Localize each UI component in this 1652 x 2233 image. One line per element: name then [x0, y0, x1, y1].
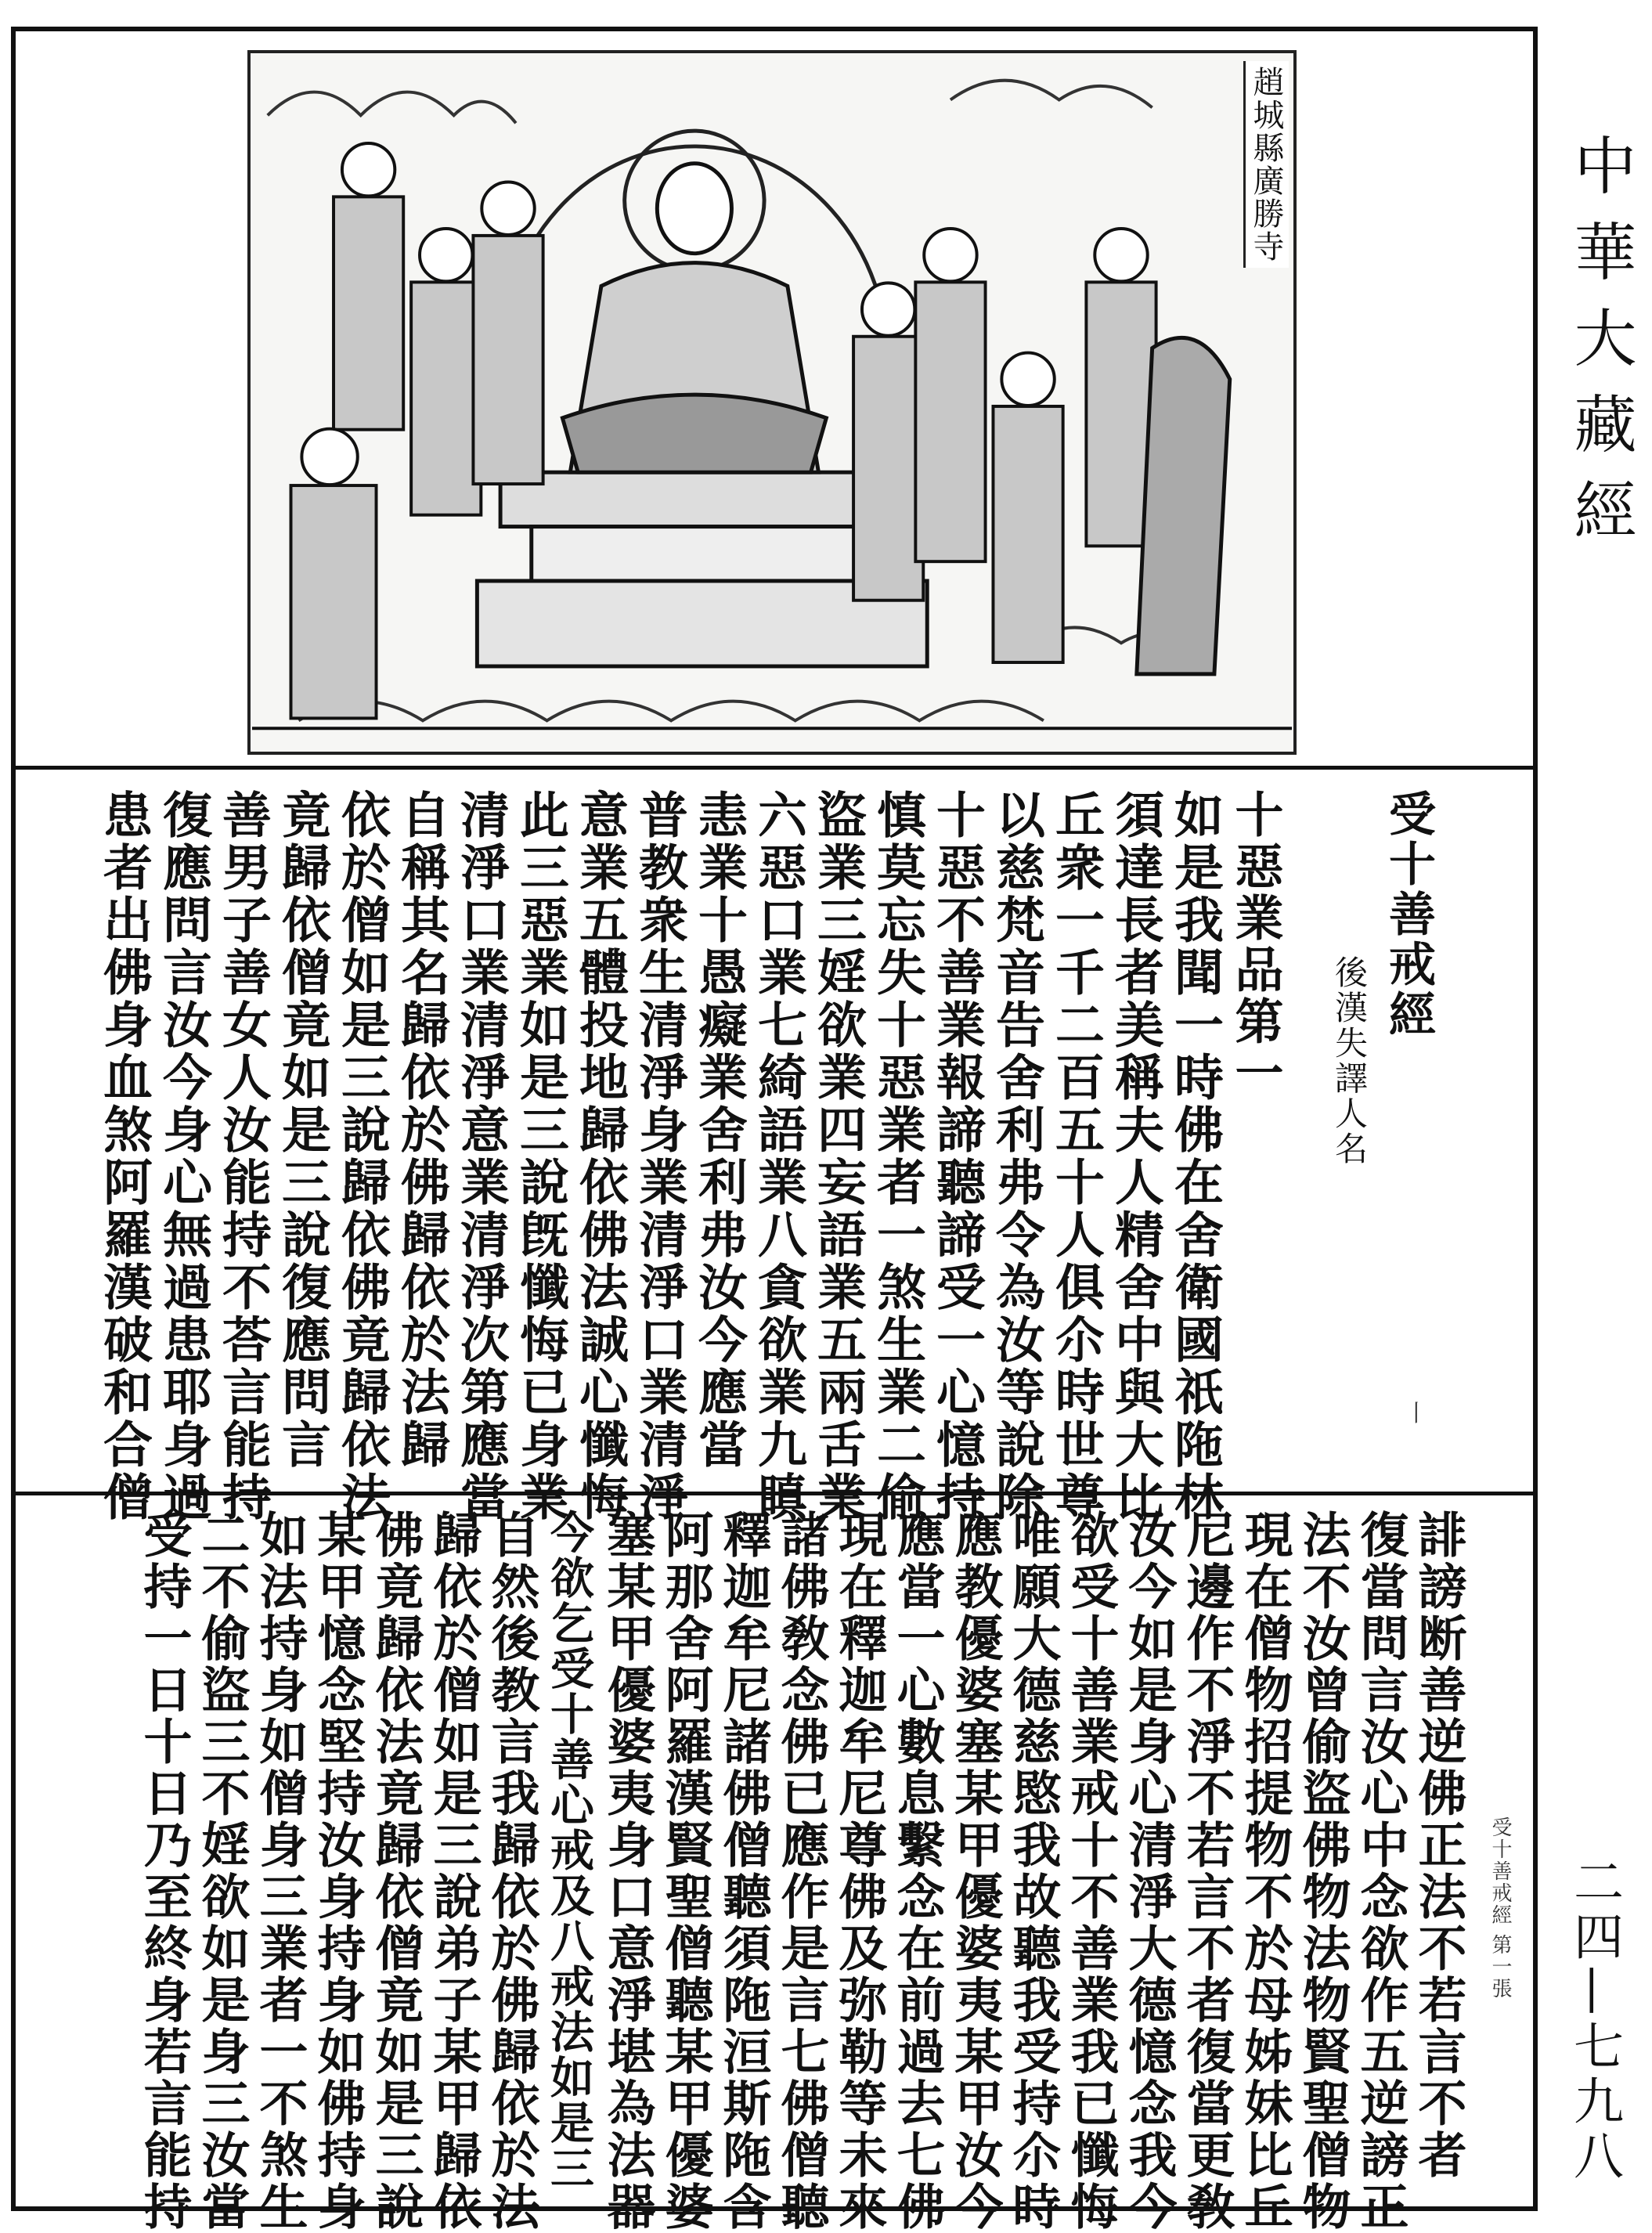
text-column: 復當問言汝心中念欲作五逆謗正 [1352, 1510, 1409, 2233]
text-column: 如是我聞一時佛在舍衛國祇陁林 [1167, 789, 1225, 1524]
text-column: 現在釋迦牟尼尊佛及弥勒等未來 [831, 1510, 888, 2233]
text-column: 阿那舍阿羅漢賢聖僧聽某甲優婆 [657, 1510, 714, 2233]
buddha-assembly-woodcut-icon [251, 53, 1293, 752]
text-column: 汝今如是身心清淨大德憶念我今 [1120, 1510, 1178, 2233]
text-column: 塞某甲優婆夷身口意淨堪為法器 [599, 1510, 656, 2233]
text-column: 佛竟歸依法竟歸依僧竟如是三說 [367, 1510, 424, 2233]
text-column: 善男子善女人汝能持不荅言能持 [215, 789, 272, 1524]
text-column: 此三惡業如是三說旣懺悔已身業 [512, 789, 570, 1524]
text-column: 須達長者美稱夫人精舍中與大比 [1107, 789, 1165, 1524]
text-column: 現在僧物招提物不於母姊妹比丘 [1236, 1510, 1293, 2233]
text-column: 依於僧如是三說歸依佛竟歸依法 [334, 789, 391, 1524]
text-column: 二不偷盜三不婬欲如是身三汝當 [193, 1510, 251, 2233]
text-column: 復應問言汝今身心無過患耶身過 [155, 789, 213, 1524]
chapter-title: 十惡業品第一 [1227, 789, 1284, 1099]
text-column: 慎莫忘失十惡業者一煞生業二偷 [869, 789, 927, 1524]
sutra-title: 受十善戒經 [1381, 789, 1436, 1040]
text-column: 清淨口業清淨意業清淨次第應當 [453, 789, 510, 1524]
text-column: 恚業十愚癡業舍利弗汝今應當 [691, 789, 748, 1471]
text-column: 釋迦牟尼諸佛僧聽須陁洹斯陁含 [715, 1510, 772, 2233]
text-column: 法不汝曾偷盜佛物法物賢聖僧物 [1294, 1510, 1351, 2233]
text-column: 患者出佛身血煞阿羅漢破和合僧 [96, 789, 153, 1524]
text-column: 自然後教言我歸依於佛歸依於法 [483, 1510, 540, 2233]
text-column: 盜業三婬欲業四妄語業五兩舌業 [810, 789, 867, 1524]
series-title: 中華大藏經 [1564, 133, 1636, 564]
page-number: 二四—七九八 [1565, 1856, 1623, 2184]
text-column: 某甲憶念堅持汝身持身如佛持身 [309, 1510, 366, 2233]
text-column: 誹謗断善逆佛正法不若言不者 [1410, 1510, 1467, 2181]
text-column: 諸佛敎念佛已應作是言七佛僧聽 [773, 1510, 830, 2233]
text-column: 尼邊作不淨不若言不者復當更敎 [1178, 1510, 1235, 2233]
text-column: 丘衆一千二百五十人俱尒時世尊 [1048, 789, 1106, 1524]
margin-mark: 丨 [1405, 1400, 1428, 1427]
text-column: 以慈梵音告舍利弗令為汝等說除 [988, 789, 1046, 1524]
text-column: 歸依於僧如是三說弟子某甲歸依 [425, 1510, 482, 2233]
text-column: 如法持身如僧身三業者一不煞生 [251, 1510, 308, 2233]
text-column: 唯願大德慈愍我故聽我受持尒時 [1005, 1510, 1062, 2233]
text-column: 受持一日十日乃至終身若言能持 [135, 1510, 193, 2233]
text-column: 十惡不善業報諦聽諦受一心憶持 [929, 789, 987, 1524]
text-column: 普教衆生清淨身業清淨口業清淨 [631, 789, 689, 1524]
temple-inscription: 趙城縣廣勝寺 [1243, 61, 1289, 268]
text-column: 欲受十善業戒十不善業我已懺悔 [1062, 1510, 1120, 2233]
panel-divider [11, 766, 1538, 770]
text-column: 意業五體投地歸依佛法誠心懺悔 [572, 789, 629, 1524]
text-column: 竟歸依僧竟如是三說復應問言 [274, 789, 332, 1471]
text-column: 六惡口業七綺語業八貪欲業九瞋 [750, 789, 808, 1524]
text-column: 自稱其名歸依於佛歸依於法歸 [393, 789, 451, 1471]
folio-note: 受十善戒經 第一張 [1488, 1816, 1512, 2000]
text-column: 應當一心數息繫念在前過去七佛 [889, 1510, 946, 2233]
translator-line: 後漢失譯人名 [1330, 955, 1369, 1167]
frontispiece-illustration [247, 50, 1297, 755]
text-column: 今欲乞受十善心戒及八戒法如是三 [543, 1510, 595, 2191]
text-column: 應教優婆塞某甲優婆夷某甲汝今 [947, 1510, 1004, 2233]
